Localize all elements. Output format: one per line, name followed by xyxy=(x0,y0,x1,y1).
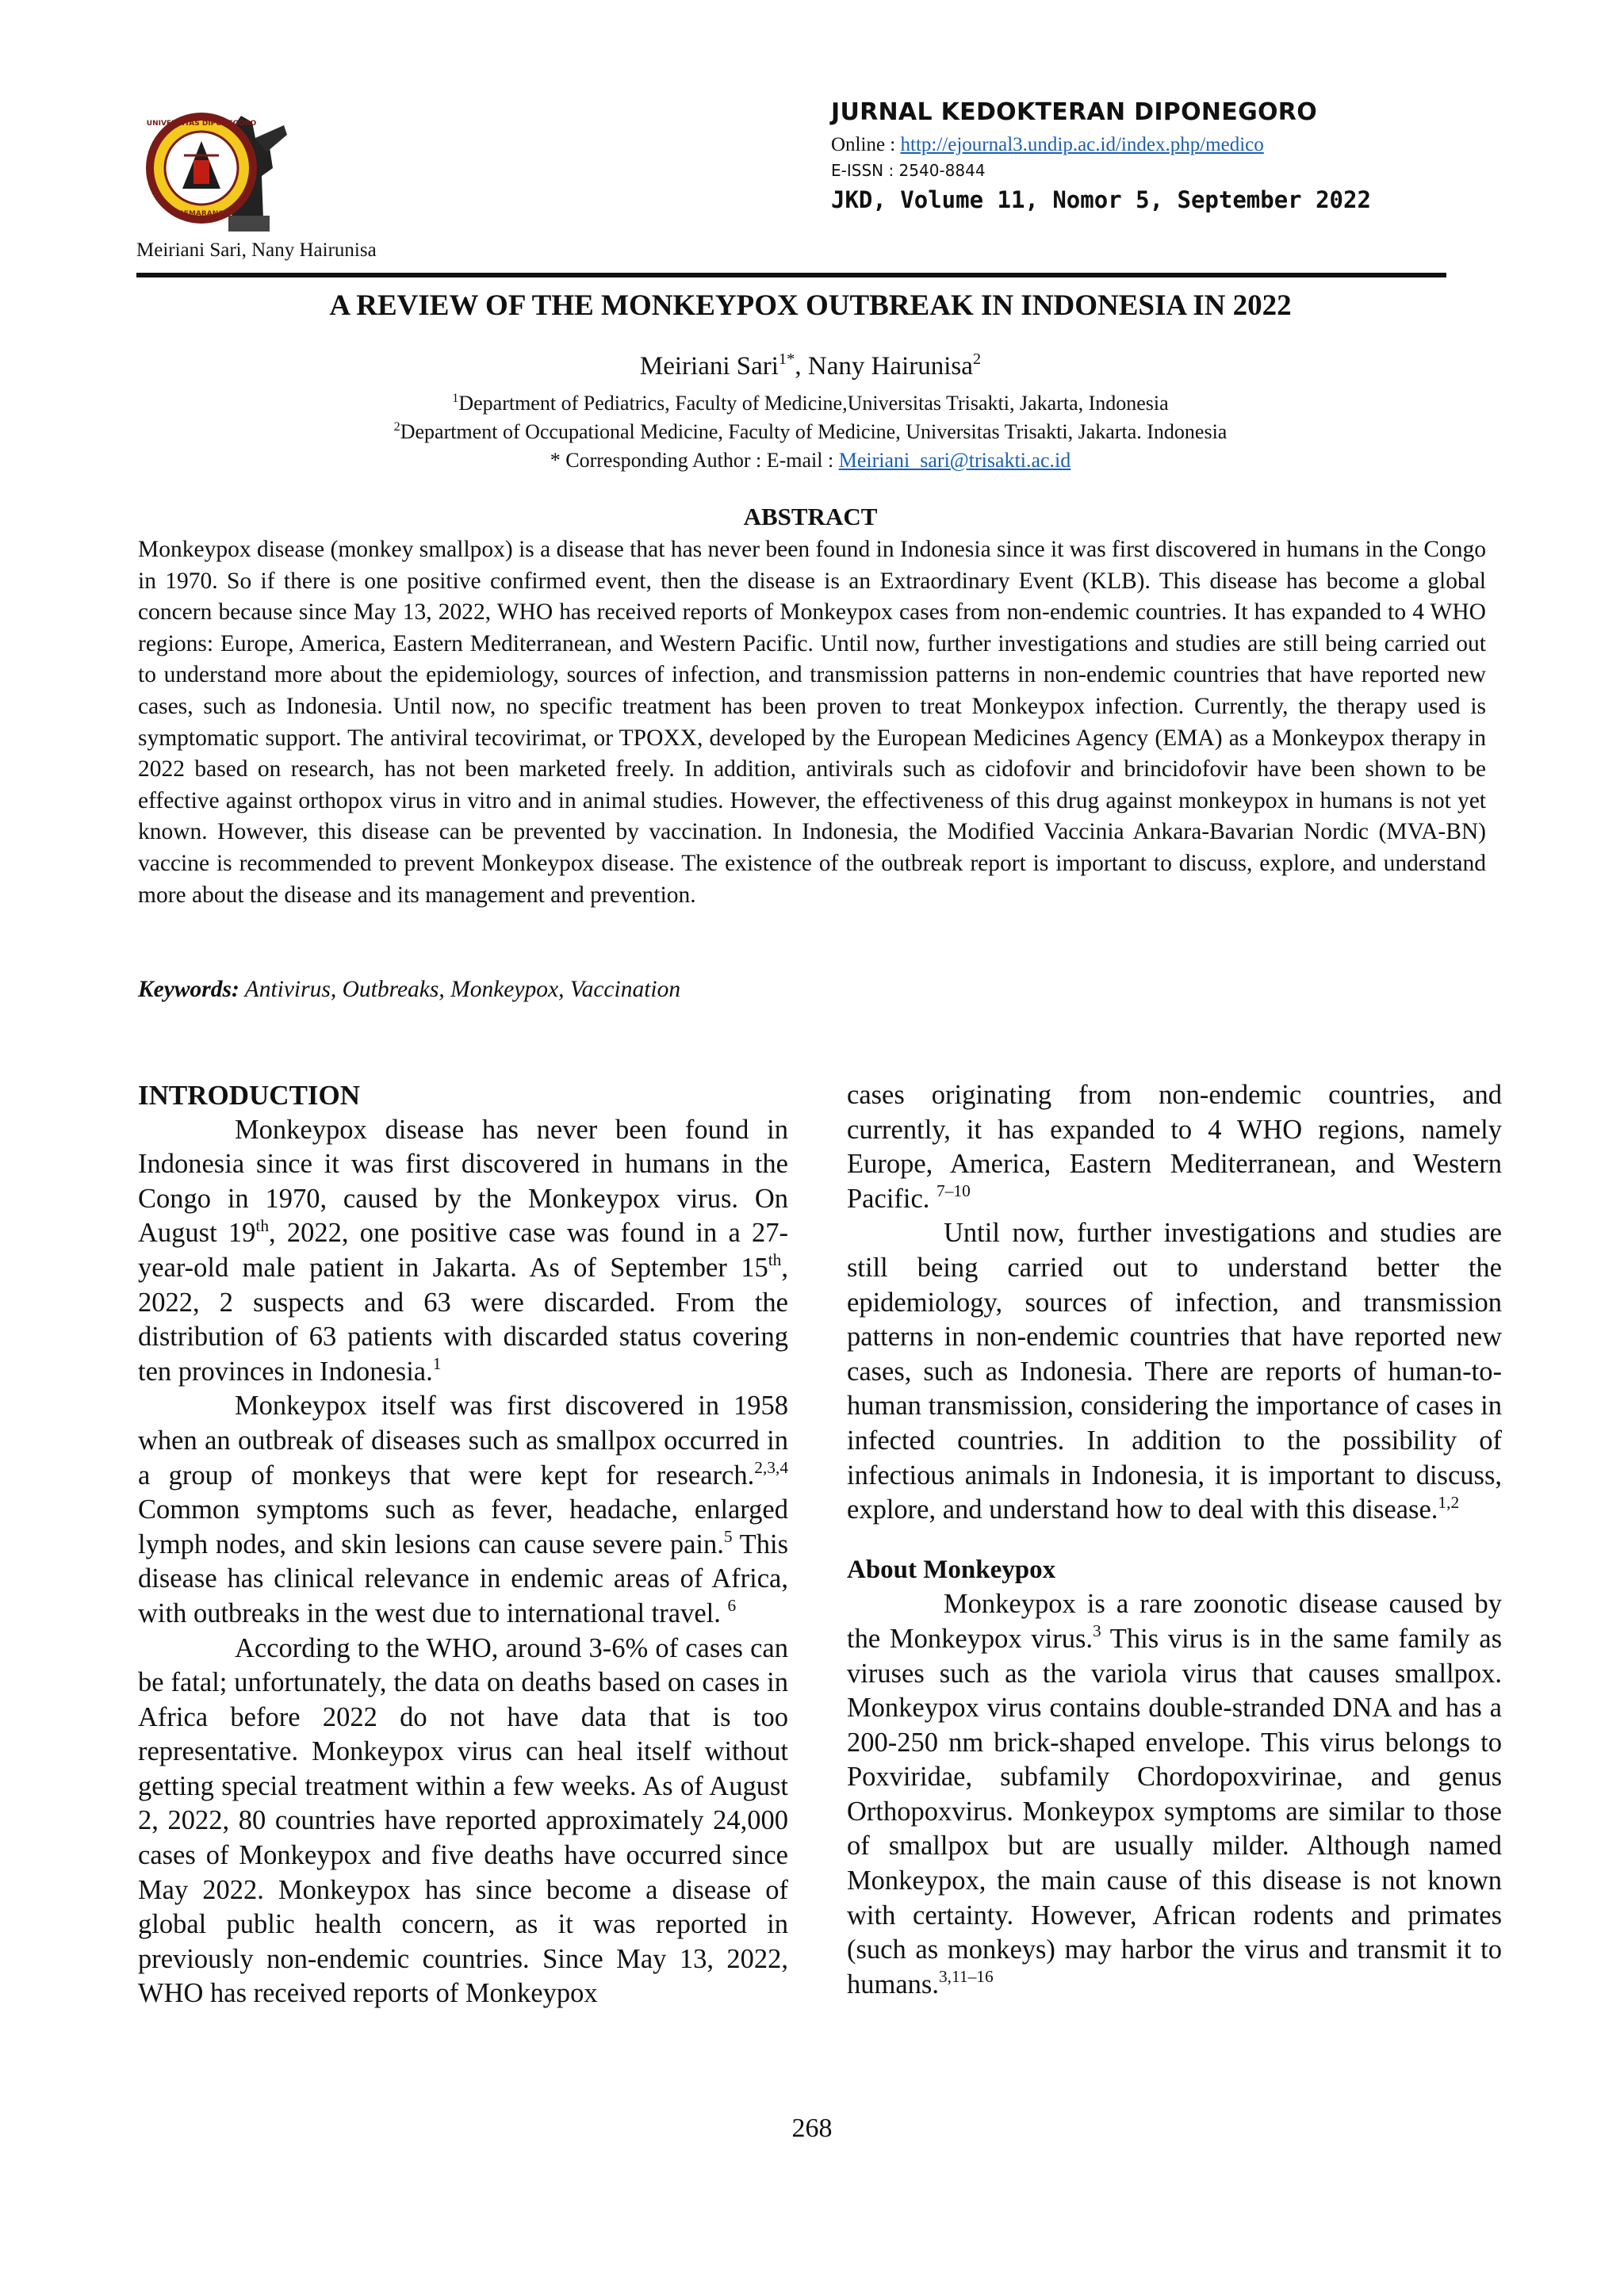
citation: 5 xyxy=(723,1527,733,1547)
abstract-heading: ABSTRACT xyxy=(743,503,878,530)
paragraph: According to the WHO, around 3-6% of cases can be fatal; unfortunately, the data on deaths based on cases in Africa before 2022 do not have data that is too representative. Monkeypox virus can heal itself without getting special treatment within a few weeks. As of August 2, 2022, 80 countries have reported approximately 24,000 cases of Monkeypox and five deaths have occurred since May 2022. Monkeypox has since become a disease of global public health concern, as it was reported in previously non-endemic countries. Since May 13, 2022, WHO has received reports of Monkeypox xyxy=(138,1632,788,2009)
body-column-left xyxy=(138,1078,788,2011)
text-run: , 2022, 2 suspects and 63 were discarded. From the distribution of 63 patients with discarded status covering ten provinces in Indonesia. xyxy=(138,1252,788,1387)
university-seal-logo xyxy=(136,100,295,236)
keywords-list: Antivirus, Outbreaks, Monkeypox, Vaccination xyxy=(239,977,681,1002)
citation: 2,3,4 xyxy=(754,1457,788,1477)
affiliation-1-text: Department of Pediatrics, Faculty of Medicine,Universitas Trisakti, Jakarta, Indonesia xyxy=(458,392,1169,415)
citation: 3 xyxy=(1093,1621,1101,1641)
affiliation-2-marker: 2 xyxy=(393,419,400,434)
journal-url-link[interactable]: http://ejournal3.undip.ac.id/index.php/medico xyxy=(900,134,1264,155)
online-label: Online : xyxy=(831,134,901,155)
running-authors: Meiriani Sari, Nany Hairunisa xyxy=(136,239,377,261)
text-run: This virus is in the same family as viruses such as the variola virus that causes smallpox. Monkeypox virus contains double-stranded DNA and has a 200-250 nm brick-shaped envelope. This virus belongs to Poxviridae, subfamily Chordopoxvirinae, and genus Orthopoxvirus. Monkeypox symptoms are similar to those of smallpox but are usually milder. Although named Monkeypox, the main cause of this disease is not known with certainty. However, African rodents and primates (such as monkeys) may harbor the virus and transmit it to humans. xyxy=(847,1623,1503,1999)
affiliation-1 xyxy=(136,392,1484,415)
citation: 3,11–16 xyxy=(938,1967,994,1987)
journal-issn: E-ISSN : 2540-8844 xyxy=(831,161,986,180)
journal-info xyxy=(831,98,1465,213)
body-column-right xyxy=(847,1078,1502,2002)
author-line xyxy=(136,352,1484,381)
corresponding-label: * Corresponding Author : E-mail : xyxy=(550,449,839,472)
paragraph xyxy=(847,1078,1502,1216)
citation: 1,2 xyxy=(1438,1492,1460,1512)
introduction-heading: INTRODUCTION xyxy=(138,1080,361,1111)
keywords xyxy=(138,977,680,1003)
page-number: 268 xyxy=(791,2114,833,2143)
ordinal-suffix: th xyxy=(255,1215,270,1235)
author-1-marker: 1* xyxy=(778,350,795,368)
corresponding-email-link[interactable]: Meiriani_sari@trisakti.ac.id xyxy=(838,449,1071,472)
affiliation-1-marker: 1 xyxy=(452,391,459,405)
text-run: Monkeypox disease has never been found in Indonesia since it was first discovered in humans in the Congo in 1970, caused by the Monkeypox virus. On August 19 xyxy=(138,1114,788,1249)
citation: 7–10 xyxy=(936,1181,971,1201)
header-divider xyxy=(136,273,1446,277)
paragraph xyxy=(847,1216,1502,1527)
paragraph xyxy=(138,1389,788,1631)
author-1: Meiriani Sari xyxy=(639,352,779,381)
affiliation-2-text: Department of Occupational Medicine, Faculty of Medicine, Universitas Trisakti, Jakarta. Indonesia xyxy=(400,420,1228,443)
svg-text:UNIVERSITAS DIPONEGORO: UNIVERSITAS DIPONEGORO xyxy=(146,120,257,128)
citation: 1 xyxy=(432,1354,442,1374)
keywords-label: Keywords: xyxy=(138,977,239,1002)
journal-name: JURNAL KEDOKTERAN DIPONEGORO xyxy=(831,98,1318,126)
text-run: cases originating from non-endemic countries, and currently, it has expanded to 4 WHO regions, namely Europe, America, Eastern Mediterranean, and Western Pacific. xyxy=(847,1080,1502,1214)
text-run: Monkeypox is a rare zoonotic disease caused by the Monkeypox virus. xyxy=(847,1589,1502,1654)
citation: 6 xyxy=(727,1596,737,1616)
text-run: Until now, further investigations and studies are still being carried out to understand better the epidemiology, sources of infection, and transmission patterns in non-endemic countries that have reported new cases, such as Indonesia. There are reports of human-to-human transmission, considering the importance of cases in infected countries. In addition to the possibility of infectious animals in Indonesia, it is important to discuss, explore, and understand how to deal with this disease. xyxy=(847,1218,1502,1525)
corresponding-author xyxy=(136,449,1484,473)
article-title: A REVIEW OF THE MONKEYPOX OUTBREAK IN INDONESIA IN 2022 xyxy=(329,289,1292,322)
affiliation-2 xyxy=(136,420,1484,444)
journal-online xyxy=(831,134,1465,156)
text-run: , 2022, one positive case was found in a 27-year-old male patient in Jakarta. As of September 15 xyxy=(138,1218,788,1283)
text-run: Common symptoms such as fever, headache, enlarged lymph nodes, and skin lesions can cause severe pain. xyxy=(138,1494,788,1559)
journal-volume: JKD, Volume 11, Nomor 5, September 2022 xyxy=(831,186,1371,213)
ordinal-suffix: th xyxy=(768,1250,782,1270)
paragraph xyxy=(138,1113,788,1390)
author-separator: , xyxy=(795,352,808,381)
paragraph xyxy=(847,1587,1502,2002)
author-2-marker: 2 xyxy=(972,350,982,368)
abstract-text: Monkeypox disease (monkey smallpox) is a disease that has never been found in Indonesia since it was first discovered in humans in the Congo in 1970. So if there is one positive confirmed event, then the disease is an Extraordinary Event (KLB). This disease has become a global concern because since May 13, 2022, WHO has received reports of Monkeypox cases from non-endemic countries. It has expanded to 4 WHO regions: Europe, America, Eastern Mediterranean, and Western Pacific. Until now, further investigations and studies are still being carried out to understand more about the epidemiology, sources of infection, and transmission patterns in non-endemic countries that have reported new cases, such as Indonesia. Until now, no specific treatment has been proven to treat Monkeypox infection. Currently, the therapy used is symptomatic support. The antiviral tecovirimat, or TPOXX, developed by the European Medicines Agency (EMA) as a Monkeypox therapy in 2022 based on research, has not been marketed freely. In addition, antivirals such as cidofovir and brincidofovir have been shown to be effective against orthopox virus in vitro and in animal studies. However, the effectiveness of this drug against monkeypox in humans is not yet known. However, this disease can be prevented by vaccination. In Indonesia, the Modified Vaccinia Ankara-Bavarian Nordic (MVA-BN) vaccine is recommended to prevent Monkeypox disease. The existence of the outbreak report is important to discuss, explore, and understand more about the disease and its management and prevention. xyxy=(138,537,1486,908)
about-monkeypox-heading: About Monkeypox xyxy=(847,1555,1056,1584)
text-run: Monkeypox itself was first discovered in 1958 when an outbreak of diseases such as smallpox occurred in a group of monkeys that were kept for research. xyxy=(138,1391,788,1490)
author-2: Nany Hairunisa xyxy=(807,352,973,381)
svg-text:SEMARANG: SEMARANG xyxy=(178,210,224,218)
text-run: This disease has clinical relevance in endemic areas of Africa, with outbreaks in the west due to international travel. xyxy=(138,1529,789,1628)
